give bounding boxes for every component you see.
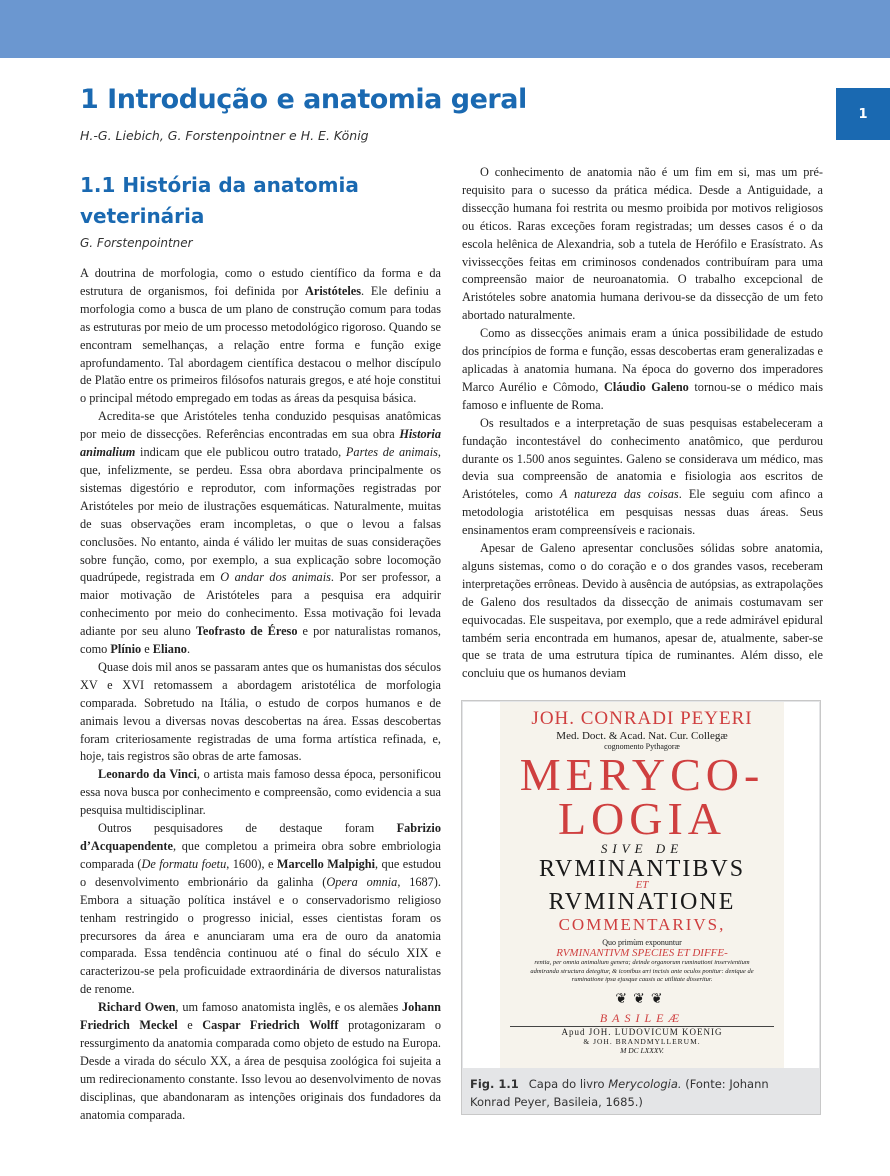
chapter-authors: H.-G. Liebich, G. Forstenpointner e H. E. König bbox=[80, 128, 369, 143]
text-run: , o artista mais famoso dessa época, personificou essa nova busca por conhecimento e compreensão, como evidencia a sua pesquisa multidisciplinar. bbox=[80, 767, 441, 818]
emphasized-text: Caspar Friedrich Wolff bbox=[202, 1018, 339, 1033]
text-run: O conhecimento de anatomia não é um fim em si, mas um pré-requisito para o sucesso da prática médica. Desde a Antiguidade, a dissecção humana foi restrita ou mesmo proibida por motivos religiosos ou éticos. Raras exceções foram registradas; um desses casos é o da escola helênica de Alexandria, sob a tutela de Herófilo e Erasístrato. As vivissecções feitas em criminosos condenados contribuíram para uma compreensão maior de neuroanatomia. O trabalho excepcional de Aristóteles sobre anatomia humana derivou-se da dissecção de um feto abortado naturalmente. bbox=[462, 165, 823, 323]
text-run: Outros pesquisadores de destaque foram bbox=[98, 821, 397, 836]
paragraph bbox=[462, 415, 823, 540]
text-run: protagonizaram o ressurgimento da anatomia comparada como objeto de estudo na Europa. Desde a virada do século XX, a área de pesquisa zoológica foi sujeita a um redirecionamento constante. Isso levou ao desenvolvimento de novas disciplinas, que abandonaram as intenções originais dos fundadores da anatomia comparada. bbox=[80, 1018, 441, 1122]
text-run: e por naturalistas romanos, como bbox=[80, 624, 442, 657]
emphasized-text: O andar dos animais bbox=[220, 570, 331, 585]
section-author: G. Forstenpointner bbox=[80, 236, 193, 250]
text-run: , que completou a primeira obra sobre embriologia comparada ( bbox=[80, 839, 441, 871]
emphasized-text: Partes de animais bbox=[345, 445, 438, 460]
cover-page bbox=[500, 702, 784, 1068]
chapter-tab: 1 bbox=[836, 88, 890, 140]
emphasized-text: Eliano bbox=[152, 642, 187, 657]
cover-line: M DC LXXXV. bbox=[620, 1045, 664, 1055]
paragraph bbox=[80, 766, 441, 820]
text-run: Como as dissecções animais eram a única possibilidade de estudo dos princípios de forma e função, essas descobertas eram generalizadas e aplicadas à anatomia humana. Na época do governo dos imperadores Marco Aurélio e Cômodo, bbox=[462, 326, 823, 394]
cover-line: cognomento Pythagoræ bbox=[604, 742, 680, 751]
paragraph bbox=[462, 540, 823, 683]
emphasized-text: De formatu foetu bbox=[141, 856, 227, 871]
text-run: , que estudou o desenvolvimento embrionário da galinha ( bbox=[80, 856, 442, 889]
cover-line: BASILEÆ bbox=[510, 1011, 774, 1027]
text-run: e bbox=[141, 642, 153, 657]
figure-label: Fig. 1.1 bbox=[470, 1077, 519, 1091]
section-title: 1.1 História da anatomia veterinária bbox=[80, 173, 359, 228]
text-run: Acredita-se que Aristóteles tenha conduzido pesquisas anatômicas por meio de dissecções. Referências encontradas em sua obra bbox=[80, 409, 441, 442]
caption-text: (Fonte: Johann Konrad Peyer, Basileia, 1685.) bbox=[470, 1077, 769, 1109]
cover-title: MERYCO- bbox=[519, 749, 765, 800]
emphasized-text: Cláudio Galeno bbox=[604, 379, 689, 394]
top-banner bbox=[0, 0, 890, 58]
emphasized-text: Fabrizio d’Acquapendente bbox=[80, 821, 441, 853]
cover-line: Quo primùm exponuntur bbox=[602, 938, 682, 947]
book-cover-image bbox=[463, 702, 819, 1068]
cover-line: Apud JOH. LUDOVICUM KOENIG bbox=[561, 1026, 723, 1037]
emphasized-text: Richard Owen bbox=[98, 1000, 176, 1015]
cover-line: rentia, per omnia animalium genera; deinde organorum ruminationi inservientium admiranda structura detegitur, & iconibus æri incisis ante oculos ponitur: denique de ruminatione ipsa ejusque causis ac utilitate disseritur. bbox=[530, 959, 754, 983]
text-run: . Por ser professor, a maior motivação de Aristóteles para a pesquisa era adquirir conhecimento por meio do conhecimento. Essa motivação foi levada adiante por seu aluno bbox=[80, 570, 441, 639]
text-run: , um famoso anatomista inglês, e os alemães bbox=[175, 1000, 403, 1015]
cover-line: SIVE DE bbox=[600, 841, 684, 856]
text-run: e bbox=[177, 1018, 203, 1033]
emphasized-text: Historia animalium bbox=[80, 427, 441, 460]
text-run: indicam que ele publicou outro tratado, bbox=[135, 445, 346, 460]
emphasized-text: Leonardo da Vinci bbox=[98, 767, 197, 782]
emphasized-text: Plínio bbox=[110, 642, 142, 657]
cover-line: RVMINANTIBVS bbox=[538, 856, 746, 882]
figure-1-1 bbox=[461, 700, 821, 1115]
paragraph bbox=[80, 999, 441, 1124]
cover-line: RVMINATIONE bbox=[548, 889, 736, 915]
cover-line: ET bbox=[635, 879, 649, 891]
emphasized-text: Opera omnia bbox=[326, 874, 398, 889]
cover-author: JOH. CONRADI PEYERI bbox=[531, 708, 753, 729]
text-run: . Ele seguiu com afinco a metodologia aristotélica em pesquisas nessas duas áreas. Seus ensinamentos eram compreensíveis e racionais. bbox=[462, 487, 823, 538]
text-run: . Ele definiu a morfologia como a busca de um plano de construção comum para todas as estruturas por meio de um processo metodológico rigoroso. Quando se encontram semelhanças, a relação entre forma e função exige aprofundamento. Tal abordagem científica destacou o melhor discípulo de Platão entre os primeiros filósofos naturais gregos, e até hoje constitui o principal método empregado em todas as áreas da pesquisa básica. bbox=[80, 283, 441, 406]
cover-line: COMMENTARIVS, bbox=[558, 915, 726, 934]
emphasized-text: Aristóteles bbox=[305, 283, 361, 298]
text-run: Os resultados e a interpretação de suas pesquisas estabeleceram a fundação incontestável do conhecimento anatômico, que perdurou durante os 1.500 anos seguintes. Galeno se considerava um médico, mas devia sua compreensão de anatomia e fisiologia aos escritos de Aristóteles, como bbox=[462, 415, 823, 502]
text-run: . bbox=[186, 642, 191, 657]
text-run: Apesar de Galeno apresentar conclusões sólidas sobre anatomia, alguns sistemas, como o do coração e o dos grandes vasos, receberam interpretações errôneas. Devido à ausência de autópsias, as extrapolações de Galeno dos resultados da dissecção de animais costumavam ser equivocadas. Ele suspeitava, por exemplo, que a rede admirável epidural também seria encontrada em humanos, apesar de, atualmente, saber-se que se trata de uma estrutura típica de ruminantes. Além disso, ele concluiu que os humanos deviam bbox=[462, 541, 823, 681]
figure-caption bbox=[470, 1075, 810, 1111]
text-run: , que, infelizmente, se perdeu. Essa obra abordava principalmente os sistemas digestório e reprodutor, com informações registradas por Aristóteles por meio de ilustrações esquemáticas. Naturalmente, muitas de suas observações eram incompletas, o que o levou a falsas conclusões. No entanto, ainda é válido ler muitas de suas considerações sobre função, como, por exemplo, a sua explicação sobre locomoção quadrúpede, registrada em bbox=[80, 445, 441, 585]
paragraph bbox=[80, 265, 441, 408]
emphasized-text: A natureza das coisas bbox=[559, 487, 679, 502]
right-column bbox=[462, 164, 823, 683]
chapter-title: 1 Introdução e anatomia geral bbox=[80, 84, 527, 115]
text-run: , 1687). Embora a situação política instável e o conservadorismo religioso tenham restringido o progresso inicial, esses cientistas foram os precursores da área e anunciaram uma era de ouro da anatomia comparada. Essa tendência continuou até o final do século XIX e caracterizou-se pela proficuidade extraordinária de diversos naturalistas de renome. bbox=[80, 874, 441, 997]
text-run: Quase dois mil anos se passaram antes que os humanistas dos séculos XV e XVI retomassem a abordagem aristotélica de morfologia comparada. Sobretudo na Itália, o estudo de corpos humanos e de animais levou a diversas novas descobertas na área. Essas descobertas foram criteriosamente registradas de uma forma artística refinada, e, hoje, tais registros são obras de arte famosas. bbox=[80, 659, 441, 764]
paragraph bbox=[462, 164, 823, 325]
caption-book-title: Merycologia. bbox=[608, 1077, 682, 1091]
cover-line: RVMINANTIVM SPECIES ET DIFFE- bbox=[556, 947, 728, 959]
left-column bbox=[80, 265, 441, 1125]
cover-title: LOGIA bbox=[557, 793, 727, 844]
text-run: tornou-se o médico mais famoso e influente de Roma. bbox=[462, 379, 824, 412]
emphasized-text: Marcello Malpighi bbox=[276, 856, 376, 871]
caption-text: Capa do livro bbox=[528, 1077, 609, 1091]
text-run: , 1600), e bbox=[226, 856, 277, 871]
emphasized-text: Johann Friedrich Meckel bbox=[80, 1000, 441, 1033]
emphasized-text: Teofrasto de Éreso bbox=[195, 624, 298, 639]
paragraph bbox=[462, 325, 823, 415]
cover-line: & JOH. BRANDMYLLERUM. bbox=[583, 1036, 701, 1046]
cover-line: Med. Doct. & Acad. Nat. Cur. Collegæ bbox=[556, 730, 728, 742]
text-run: A doutrina de morfologia, como o estudo científico da forma e da estrutura de organismos, foi definida por bbox=[80, 266, 441, 298]
paragraph bbox=[80, 408, 441, 659]
paragraph bbox=[80, 820, 441, 999]
ornament-icon: ❦❦❦ bbox=[615, 991, 669, 1007]
paragraph bbox=[80, 659, 441, 766]
